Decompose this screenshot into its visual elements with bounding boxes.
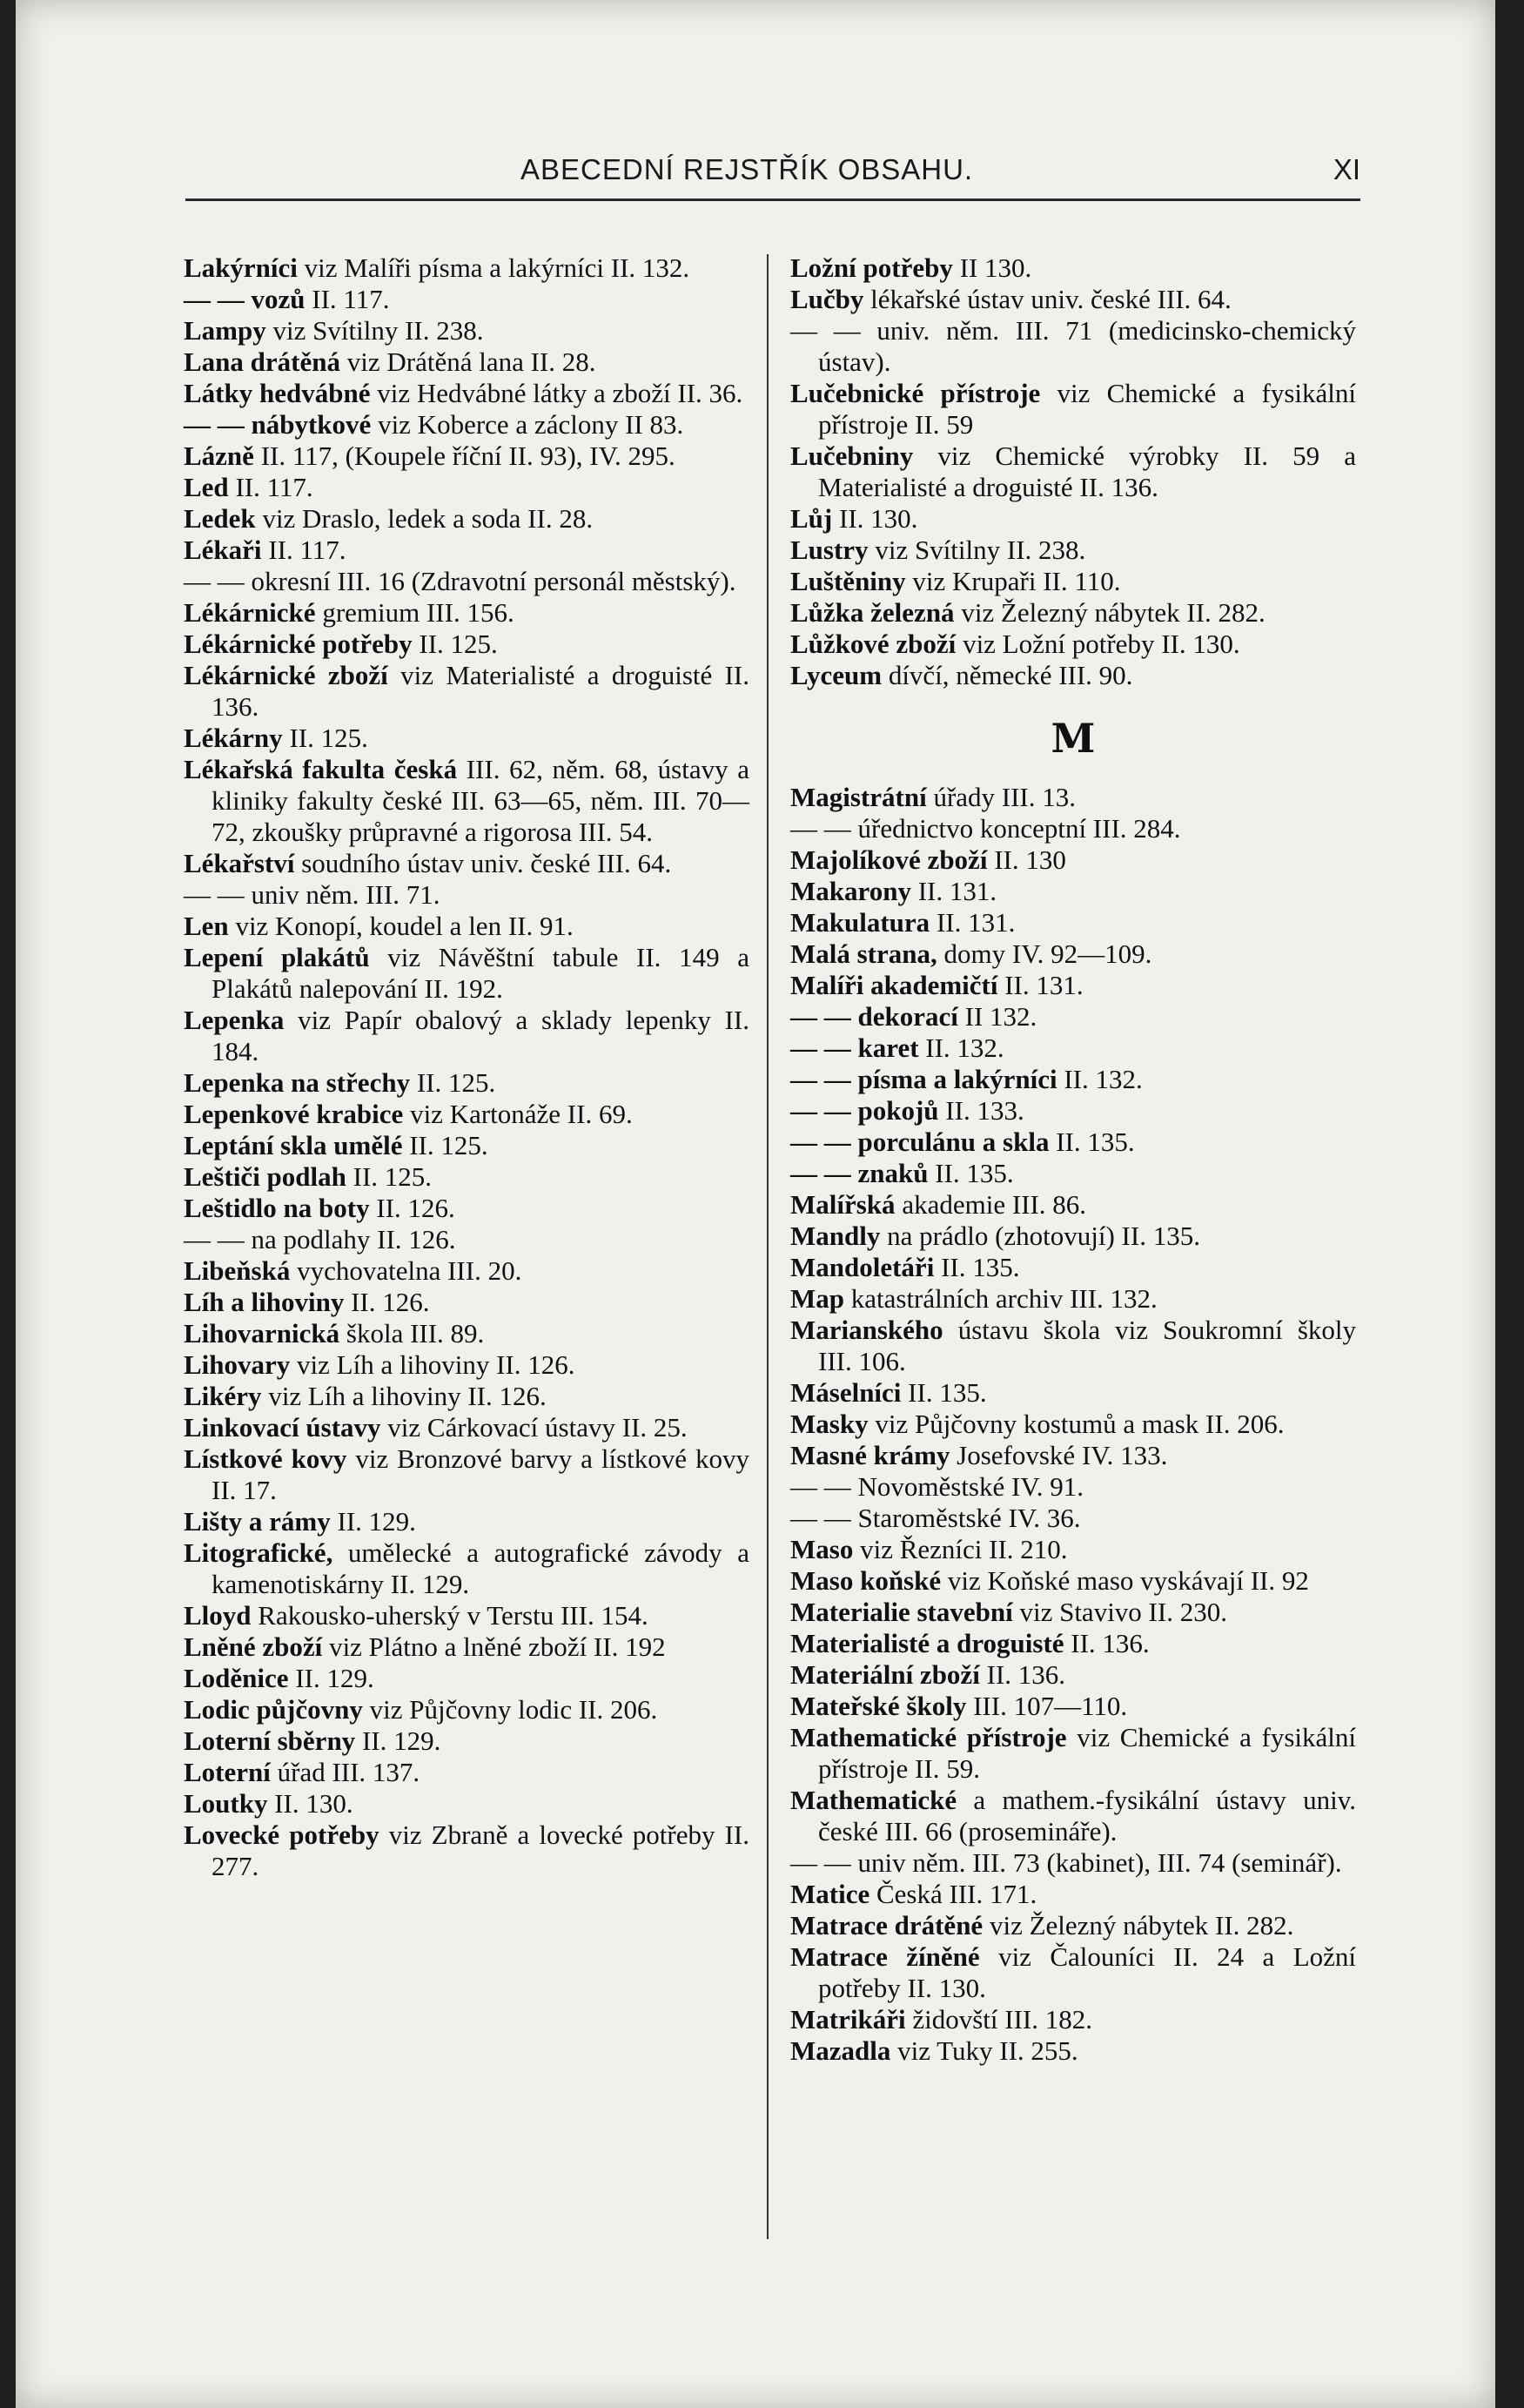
- entry-reference: II. 129.: [288, 1663, 374, 1693]
- entry-reference: viz Krupaři II. 110.: [905, 566, 1121, 596]
- index-entry: [184, 1099, 749, 1130]
- entry-keyword: — — znaků: [790, 1158, 929, 1188]
- index-entry: [790, 597, 1356, 629]
- entry-reference: viz Řezníci II. 210.: [853, 1534, 1068, 1564]
- index-entry: [790, 252, 1356, 284]
- entry-keyword: Led: [184, 472, 229, 502]
- entry-keyword: Likéry: [184, 1381, 262, 1411]
- index-entry: [790, 2035, 1356, 2067]
- entry-reference: II. 125.: [410, 1067, 496, 1098]
- column-divider: [767, 254, 769, 2239]
- entry-reference: II. 117.: [228, 472, 313, 502]
- index-entry: [184, 1600, 749, 1631]
- index-entry: [184, 472, 749, 503]
- entry-reference: úřady III. 13.: [926, 782, 1077, 812]
- entry-reference: viz Návěštní tabule II. 149 a Plakátů nalepování II. 192.: [211, 942, 750, 1004]
- entry-keyword: Lišty a rámy: [184, 1506, 331, 1537]
- index-entry: [790, 1064, 1356, 1095]
- index-entry: [790, 1095, 1356, 1127]
- entry-keyword: Lučebniny: [790, 441, 914, 471]
- entry-reference: viz Bronzové barvy a lístkové kovy II. 17.: [211, 1443, 749, 1505]
- index-entry: [184, 1506, 749, 1537]
- entry-keyword: Malířská: [790, 1189, 896, 1220]
- entry-reference: — — Staroměstské IV. 36.: [790, 1503, 1081, 1533]
- entry-reference: viz Kartonáže II. 69.: [403, 1099, 633, 1129]
- entry-reference: ústavu škola viz Soukromní školy III. 106.: [818, 1315, 1356, 1376]
- index-entry: [790, 1722, 1356, 1785]
- index-entry: [790, 1001, 1356, 1032]
- index-entry: [184, 441, 749, 472]
- book-page: [16, 0, 1495, 2408]
- index-entry: [184, 1349, 749, 1381]
- entry-reference: II. 125.: [412, 629, 498, 659]
- index-entry: [184, 597, 749, 629]
- entry-keyword: Loutky: [184, 1788, 268, 1819]
- entry-reference: II. 135.: [1049, 1127, 1135, 1157]
- entry-keyword: Map: [790, 1283, 844, 1314]
- entry-keyword: Maso: [790, 1534, 854, 1564]
- entry-reference: — — univ něm. III. 73 (kabinet), III. 74 (seminář).: [790, 1847, 1342, 1878]
- index-entry: [790, 1189, 1356, 1221]
- index-entry: [184, 1819, 749, 1882]
- entry-reference: II. 129.: [355, 1725, 441, 1756]
- entry-keyword: Lepenkové krabice: [184, 1099, 404, 1129]
- index-entry: [790, 1503, 1356, 1534]
- index-entry: [184, 1224, 749, 1255]
- page-number: XI: [1333, 153, 1360, 185]
- entry-keyword: Maso koňské: [790, 1565, 942, 1596]
- entry-keyword: Lepenka na střechy: [184, 1067, 411, 1098]
- index-entry: [184, 378, 749, 409]
- entry-reference: II. 130.: [832, 503, 918, 534]
- index-entry: [790, 1565, 1356, 1597]
- index-entry: [184, 1694, 749, 1725]
- index-entry: [184, 1067, 749, 1099]
- index-entry: [184, 1788, 749, 1819]
- entry-keyword: Lyceum: [790, 660, 883, 690]
- entry-reference: viz Tuky II. 255.: [890, 2035, 1078, 2066]
- index-entry: [184, 1663, 749, 1694]
- index-entry: [790, 566, 1356, 597]
- entry-keyword: Lepenka: [184, 1005, 285, 1035]
- index-entry: [790, 1440, 1356, 1471]
- entry-reference: lékařské ústav univ. české III. 64.: [863, 284, 1232, 314]
- entry-reference: II. 117.: [261, 535, 346, 565]
- entry-reference: viz Zbraně a lovecké potřeby II. 277.: [211, 1819, 749, 1881]
- entry-keyword: — — písma a lakýrníci: [790, 1064, 1057, 1094]
- entry-reference: a mathem.-fysikální ústavy univ. české III. 66 (prosemináře).: [818, 1785, 1356, 1846]
- entry-reference: viz Chemické a fysikální přístroje II. 59: [818, 378, 1356, 440]
- index-entry: [790, 1377, 1356, 1409]
- index-entry: [790, 938, 1356, 970]
- running-title: ABECEDNÍ REJSTŘÍK OBSAHU.: [520, 153, 974, 185]
- entry-reference: viz Stavivo II. 230.: [1012, 1597, 1227, 1627]
- index-entry: [790, 1315, 1356, 1377]
- entry-reference: II. 132.: [1057, 1064, 1143, 1094]
- index-entry: [790, 503, 1356, 535]
- entry-reference: II. 125.: [346, 1161, 433, 1192]
- right-column: [790, 252, 1356, 2067]
- index-entry: [790, 1597, 1356, 1628]
- entry-reference: Rakousko-uherský v Terstu III. 154.: [251, 1600, 648, 1631]
- entry-keyword: Len: [184, 911, 229, 941]
- entry-keyword: Makarony: [790, 876, 911, 906]
- index-entry: [184, 503, 749, 535]
- entry-keyword: Lepení plakátů: [184, 942, 370, 972]
- entry-keyword: Lakýrníci: [184, 252, 298, 283]
- left-column: [184, 252, 749, 1882]
- section-letter-m: M: [1051, 715, 1096, 762]
- index-entry: [184, 660, 749, 723]
- entry-reference: viz Líh a lihoviny II. 126.: [261, 1381, 547, 1411]
- index-entry: [790, 1628, 1356, 1659]
- entry-keyword: Lněné zboží: [184, 1631, 323, 1662]
- index-entry: [790, 1659, 1356, 1691]
- entry-reference: II. 135.: [901, 1377, 987, 1408]
- index-entry: [790, 315, 1356, 378]
- index-entry: [790, 378, 1356, 441]
- entry-reference: viz Plátno a lněné zboží II. 192: [322, 1631, 666, 1662]
- index-entry: [184, 1005, 749, 1067]
- entry-keyword: Lékařství: [184, 848, 295, 878]
- entry-keyword: Lékárnické potřeby: [184, 629, 413, 659]
- entry-reference: II. 117.: [305, 284, 390, 314]
- index-entry: [790, 876, 1356, 907]
- index-entry: [184, 1443, 749, 1506]
- index-entry: [790, 1409, 1356, 1440]
- entry-reference: — — na podlahy II. 126.: [184, 1224, 456, 1254]
- index-entry: [790, 1879, 1356, 1910]
- entry-reference: viz Materialisté a droguisté II. 136.: [211, 660, 750, 722]
- entry-keyword: Lékaři: [184, 535, 262, 565]
- entry-reference: II. 117, (Koupele říční II. 93), IV. 295.: [253, 441, 675, 471]
- index-entry: [790, 782, 1356, 813]
- index-entry: [790, 1221, 1356, 1252]
- entry-keyword: Luštěniny: [790, 566, 906, 596]
- index-entry: [790, 813, 1356, 844]
- entry-reference: viz Půjčovny lodic II. 206.: [362, 1694, 658, 1725]
- entry-reference: viz Drátěná lana II. 28.: [340, 346, 596, 377]
- entry-reference: domy IV. 92—109.: [937, 938, 1152, 969]
- entry-keyword: Lodic půjčovny: [184, 1694, 363, 1725]
- entry-reference: židovští III. 182.: [905, 2004, 1092, 2035]
- index-entry: [790, 1941, 1356, 2004]
- entry-keyword: Matrace drátěné: [790, 1910, 984, 1941]
- entry-keyword: Lučebnické přístroje: [790, 378, 1041, 408]
- index-entry: [790, 1032, 1356, 1064]
- entry-reference: II 130.: [952, 252, 1032, 283]
- entry-reference: II. 125.: [282, 723, 368, 753]
- entry-reference: viz Chemické a fysikální přístroje II. 59.: [818, 1722, 1356, 1784]
- entry-keyword: Lučby: [790, 284, 864, 314]
- entry-keyword: Mandly: [790, 1221, 881, 1251]
- index-entry: [790, 1691, 1356, 1722]
- entry-keyword: Lékařská fakulta česká: [184, 754, 458, 784]
- entry-keyword: Máselníci: [790, 1377, 902, 1408]
- entry-reference: II. 130: [987, 844, 1066, 875]
- entry-keyword: Masné krámy: [790, 1440, 950, 1470]
- index-entry: [790, 1158, 1356, 1189]
- index-entry: [790, 2004, 1356, 2035]
- index-entry: [184, 754, 749, 848]
- entry-reference: viz Půjčovny kostumů a mask II. 206.: [868, 1409, 1285, 1439]
- entry-reference: II. 131.: [930, 907, 1016, 938]
- entry-keyword: Lůžka železná: [790, 597, 955, 628]
- entry-reference: II. 131.: [997, 970, 1084, 1000]
- entry-keyword: Mathematické: [790, 1785, 957, 1815]
- entry-reference: II. 126.: [369, 1193, 455, 1223]
- index-entry: [184, 942, 749, 1005]
- entry-keyword: Matice: [790, 1879, 870, 1909]
- right-column-l-entries: [790, 252, 1356, 691]
- entry-keyword: Malá strana,: [790, 938, 937, 969]
- entry-reference: viz Hedvábné látky a zboží II. 36.: [370, 378, 743, 408]
- index-entry: [790, 1283, 1356, 1315]
- entry-reference: — — okresní III. 16 (Zdravotní personál městský).: [184, 566, 736, 596]
- index-entry: [790, 535, 1356, 566]
- entry-reference: — — Novoměstské IV. 91.: [790, 1471, 1084, 1502]
- entry-reference: viz Železný nábytek II. 282.: [983, 1910, 1294, 1941]
- entry-reference: viz Svítilny II. 238.: [265, 315, 484, 346]
- entry-keyword: Lázně: [184, 441, 254, 471]
- entry-reference: umělecké a autografické závody a kamenotiskárny II. 129.: [211, 1537, 749, 1599]
- entry-reference: II. 129.: [330, 1506, 416, 1537]
- entry-keyword: Magistrátní: [790, 782, 927, 812]
- index-entry: [790, 1127, 1356, 1158]
- entry-keyword: Materialisté a droguisté: [790, 1628, 1064, 1658]
- index-entry: [790, 1847, 1356, 1879]
- entry-keyword: Marianského: [790, 1315, 943, 1345]
- index-entry: [184, 1255, 749, 1287]
- entry-keyword: Lůžkové zboží: [790, 629, 957, 659]
- entry-keyword: — — karet: [790, 1032, 919, 1063]
- entry-reference: — — univ něm. III. 71.: [184, 879, 440, 910]
- index-entry: [184, 1287, 749, 1318]
- page-header: [16, 153, 1495, 197]
- entry-keyword: Líh a lihoviny: [184, 1287, 345, 1317]
- entry-reference: viz Koňské maso vyskávají II. 92: [941, 1565, 1309, 1596]
- entry-keyword: Leptání skla umělé: [184, 1130, 403, 1160]
- entry-keyword: Materialie stavební: [790, 1597, 1013, 1627]
- entry-reference: — — úřednictvo konceptní III. 284.: [790, 813, 1181, 844]
- entry-reference: Josefovské IV. 133.: [950, 1440, 1168, 1470]
- entry-keyword: Lihovary: [184, 1349, 291, 1380]
- index-entry: [790, 629, 1356, 660]
- entry-keyword: Lístkové kovy: [184, 1443, 347, 1474]
- entry-keyword: Mazadla: [790, 2035, 891, 2066]
- entry-reference: viz Ložní potřeby II. 130.: [956, 629, 1240, 659]
- index-entry: [790, 844, 1356, 876]
- index-entry: [790, 1910, 1356, 1941]
- index-entry: [184, 566, 749, 597]
- entry-keyword: Makulatura: [790, 907, 930, 938]
- entry-keyword: Látky hedvábné: [184, 378, 371, 408]
- index-entry: [184, 1130, 749, 1161]
- entry-reference: III. 62, něm. 68, ústavy a kliniky fakulty české III. 63—65, něm. III. 70—72, zkoušky průpravné a rigorosa III. 54.: [211, 754, 749, 847]
- entry-keyword: Majolíkové zboží: [790, 844, 988, 875]
- entry-reference: II 132.: [957, 1001, 1037, 1032]
- entry-keyword: — — porculánu a skla: [790, 1127, 1050, 1157]
- entry-keyword: Leštiči podlah: [184, 1161, 346, 1192]
- entry-reference: akademie III. 86.: [895, 1189, 1087, 1220]
- index-entry: [790, 441, 1356, 503]
- entry-reference: II. 131.: [910, 876, 997, 906]
- entry-reference: II. 130.: [267, 1788, 353, 1819]
- entry-reference: II. 136.: [979, 1659, 1065, 1690]
- entry-reference: gremium III. 156.: [315, 597, 514, 628]
- entry-keyword: — — nábytkové: [184, 409, 372, 440]
- entry-reference: vychovatelna III. 20.: [290, 1255, 522, 1286]
- index-entry: [184, 1318, 749, 1349]
- index-entry: [790, 970, 1356, 1001]
- index-entry: [184, 1757, 749, 1788]
- entry-reference: II. 135.: [934, 1252, 1020, 1282]
- entry-reference: II. 126.: [344, 1287, 430, 1317]
- index-entry: [184, 1631, 749, 1663]
- entry-keyword: Ložní potřeby: [790, 252, 953, 283]
- index-entry: [184, 1412, 749, 1443]
- index-entry: [184, 409, 749, 441]
- index-entry: [184, 535, 749, 566]
- entry-keyword: Matrace žíněné: [790, 1941, 980, 1972]
- entry-keyword: Malíři akademičtí: [790, 970, 998, 1000]
- entry-reference: viz Železný nábytek II. 282.: [954, 597, 1266, 628]
- entry-keyword: Leštidlo na boty: [184, 1193, 370, 1223]
- index-entry: [790, 1252, 1356, 1283]
- index-entry: [790, 1471, 1356, 1503]
- index-entry: [184, 1161, 749, 1193]
- entry-reference: II. 133.: [938, 1095, 1024, 1126]
- entry-keyword: Lékárny: [184, 723, 283, 753]
- entry-reference: viz Papír obalový a sklady lepenky II. 184.: [211, 1005, 749, 1066]
- index-entry: [790, 1785, 1356, 1847]
- entry-keyword: Mathematické přístroje: [790, 1722, 1067, 1752]
- entry-keyword: Linkovací ústavy: [184, 1412, 381, 1443]
- entry-keyword: Lustry: [790, 535, 869, 565]
- entry-reference: viz Draslo, ledek a soda II. 28.: [255, 503, 594, 534]
- entry-reference: II. 136.: [1064, 1628, 1150, 1658]
- entry-reference: soudního ústav univ. české III. 64.: [294, 848, 672, 878]
- entry-reference: viz Čalouníci II. 24 a Ložní potřeby II. 130.: [818, 1941, 1357, 2003]
- index-entry: [184, 252, 749, 284]
- index-entry: [790, 907, 1356, 938]
- entry-keyword: Lovecké potřeby: [184, 1819, 379, 1850]
- entry-reference: II. 132.: [918, 1032, 1004, 1063]
- index-entry: [184, 1193, 749, 1224]
- entry-reference: — — univ. něm. III. 71 (medicinsko-chemický ústav).: [790, 315, 1356, 377]
- index-entry: [184, 315, 749, 346]
- entry-keyword: Loděnice: [184, 1663, 289, 1693]
- entry-keyword: Lampy: [184, 315, 266, 346]
- entry-reference: škola III. 89.: [339, 1318, 485, 1349]
- entry-reference: viz Líh a lihoviny II. 126.: [290, 1349, 575, 1380]
- entry-keyword: Ledek: [184, 503, 256, 534]
- index-entry: [184, 723, 749, 754]
- entry-keyword: Loterní: [184, 1757, 271, 1787]
- entry-keyword: Masky: [790, 1409, 869, 1439]
- entry-keyword: Lůj: [790, 503, 833, 534]
- entry-reference: Česká III. 171.: [869, 1879, 1037, 1909]
- entry-reference: II. 135.: [928, 1158, 1014, 1188]
- entry-keyword: Lékárnické: [184, 597, 316, 628]
- entry-keyword: Litografické,: [184, 1537, 333, 1568]
- index-entry: [184, 1537, 749, 1600]
- entry-keyword: — — dekorací: [790, 1001, 958, 1032]
- entry-keyword: Materiální zboží: [790, 1659, 980, 1690]
- index-entry: [790, 284, 1356, 315]
- entry-keyword: Mateřské školy: [790, 1691, 967, 1721]
- entry-reference: viz Malíři písma a lakýrníci II. 132.: [297, 252, 690, 283]
- index-entry: [184, 1725, 749, 1757]
- entry-reference: viz Chemické výrobky II. 59 a Materialisté a droguisté II. 136.: [818, 441, 1356, 502]
- entry-keyword: — — vozů: [184, 284, 305, 314]
- index-entry: [790, 660, 1356, 691]
- index-entry: [790, 1534, 1356, 1565]
- entry-reference: dívčí, německé III. 90.: [882, 660, 1133, 690]
- index-entry: [184, 284, 749, 315]
- entry-reference: viz Svítilny II. 238.: [868, 535, 1086, 565]
- index-entry: [184, 629, 749, 660]
- entry-keyword: Lloyd: [184, 1600, 252, 1631]
- entry-keyword: Libeňská: [184, 1255, 291, 1286]
- entry-keyword: Lana drátěná: [184, 346, 340, 377]
- entry-reference: katastrálních archiv III. 132.: [844, 1283, 1158, 1314]
- entry-keyword: — — pokojů: [790, 1095, 939, 1126]
- entry-keyword: Lékárnické zboží: [184, 660, 388, 690]
- entry-reference: viz Konopí, koudel a len II. 91.: [228, 911, 574, 941]
- entry-reference: II. 125.: [402, 1130, 488, 1160]
- entry-keyword: Mandoletáři: [790, 1252, 935, 1282]
- index-entry: [184, 848, 749, 879]
- entry-keyword: Loterní sběrny: [184, 1725, 356, 1756]
- entry-reference: viz Koberce a záclony II 83.: [371, 409, 684, 440]
- index-entry: [184, 346, 749, 378]
- index-entry: [184, 1381, 749, 1412]
- entry-reference: viz Cárkovací ústavy II. 25.: [380, 1412, 688, 1443]
- entry-reference: III. 107—110.: [966, 1691, 1128, 1721]
- index-entry: [184, 879, 749, 911]
- entry-keyword: Lihovarnická: [184, 1318, 340, 1349]
- entry-reference: na prádlo (zhotovují) II. 135.: [880, 1221, 1200, 1251]
- entry-reference: úřad III. 137.: [270, 1757, 420, 1787]
- entry-keyword: Matrikáři: [790, 2004, 906, 2035]
- right-column-m-entries: [790, 782, 1356, 2067]
- header-rule: [185, 198, 1360, 201]
- index-entry: [184, 911, 749, 942]
